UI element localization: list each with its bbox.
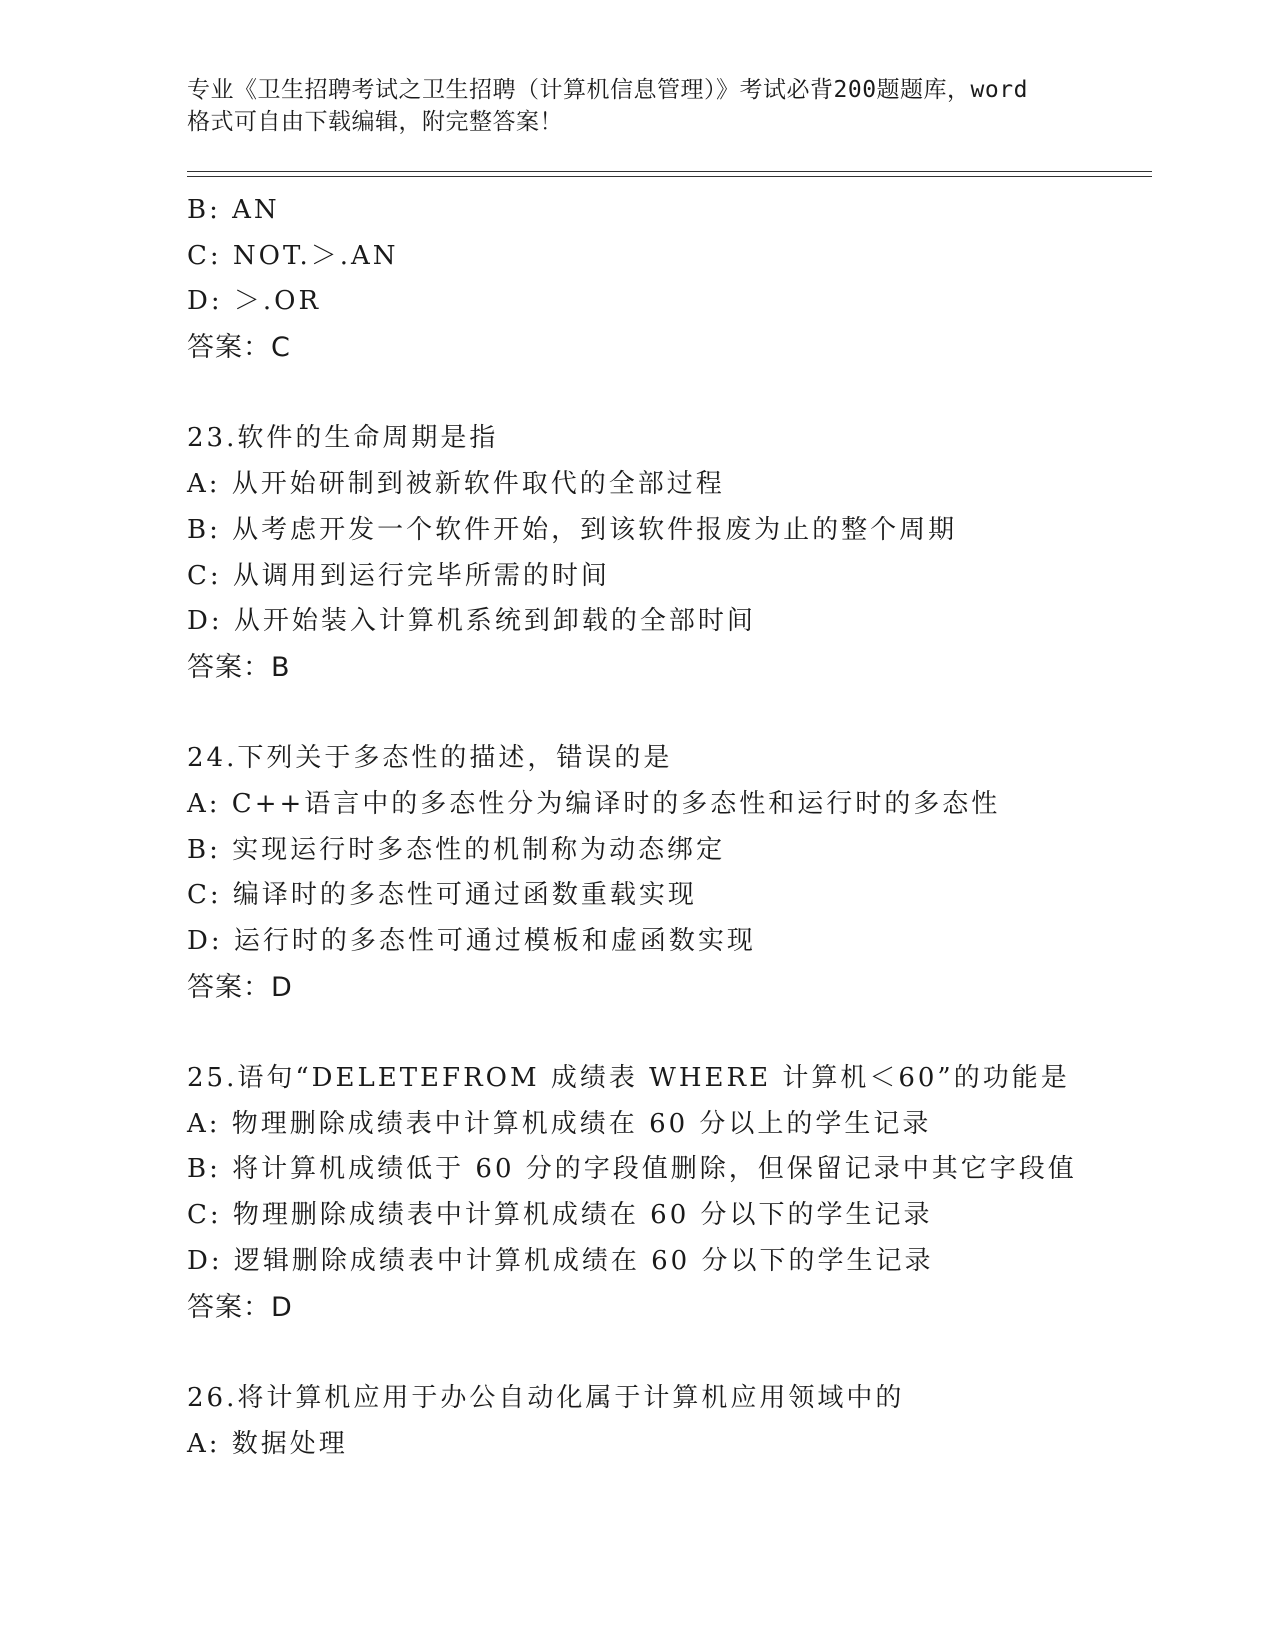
- option-d: D: 逻辑删除成绩表中计算机成绩在 60 分以下的学生记录: [187, 1245, 934, 1276]
- option-a: A: 物理删除成绩表中计算机成绩在 60 分以上的学生记录: [187, 1108, 932, 1139]
- option-d: D: 从开始装入计算机系统到卸载的全部时间: [187, 606, 756, 637]
- answer: 答案：C: [187, 332, 291, 364]
- question-24: [187, 736, 1147, 1010]
- question-26: [187, 1376, 1147, 1467]
- question-text: 26.将计算机应用于办公自动化属于计算机应用领域中的: [187, 1382, 905, 1413]
- option-c: C: 编译时的多态性可通过函数重载实现: [187, 880, 697, 911]
- question-text: 23.软件的生命周期是指: [187, 423, 499, 454]
- option-c: C: NOT.＞.AN: [187, 240, 399, 271]
- spacer: [187, 1010, 1147, 1056]
- option-a: A: 数据处理: [187, 1428, 348, 1459]
- spacer: [187, 691, 1147, 737]
- option-c: C: 从调用到运行完毕所需的时间: [187, 560, 610, 591]
- option-b: B: 将计算机成绩低于 60 分的字段值删除，但保留记录中其它字段值: [187, 1154, 1077, 1185]
- question-list: [187, 188, 1147, 1467]
- header-line-1: 专业《卫生招聘考试之卫生招聘（计算机信息管理）》考试必背200题题库，word: [187, 77, 1028, 103]
- answer: 答案：D: [187, 1291, 293, 1323]
- option-c: C: 物理删除成绩表中计算机成绩在 60 分以下的学生记录: [187, 1200, 933, 1231]
- header-line-2: 格式可自由下载编辑，附完整答案！: [187, 109, 563, 135]
- answer: 答案：D: [187, 971, 293, 1003]
- question-text: 24.下列关于多态性的描述，错误的是: [187, 743, 673, 774]
- document-header: [187, 74, 1087, 138]
- option-d: D: ＞.OR: [187, 286, 322, 317]
- spacer: [187, 371, 1147, 417]
- question-text: 25.语句“DELETEFROM 成绩表 WHERE 计算机＜60”的功能是: [187, 1063, 1070, 1094]
- option-b: B: AN: [187, 195, 280, 225]
- header-rule-top: [187, 171, 1152, 172]
- option-b: B: 从考虑开发一个软件开始，到该软件报废为止的整个周期: [187, 514, 958, 545]
- question-22: [187, 188, 1147, 371]
- spacer: [187, 1330, 1147, 1376]
- option-b: B: 实现运行时多态性的机制称为动态绑定: [187, 834, 726, 865]
- option-d: D: 运行时的多态性可通过模板和虚函数实现: [187, 926, 756, 956]
- option-a: A: 从开始研制到被新软件取代的全部过程: [187, 469, 725, 500]
- question-25: [187, 1056, 1147, 1330]
- option-a: A: C++语言中的多态性分为编译时的多态性和运行时的多态性: [187, 788, 1001, 819]
- header-rule-bottom: [187, 176, 1152, 177]
- answer: 答案：B: [187, 651, 291, 683]
- question-23: [187, 416, 1147, 690]
